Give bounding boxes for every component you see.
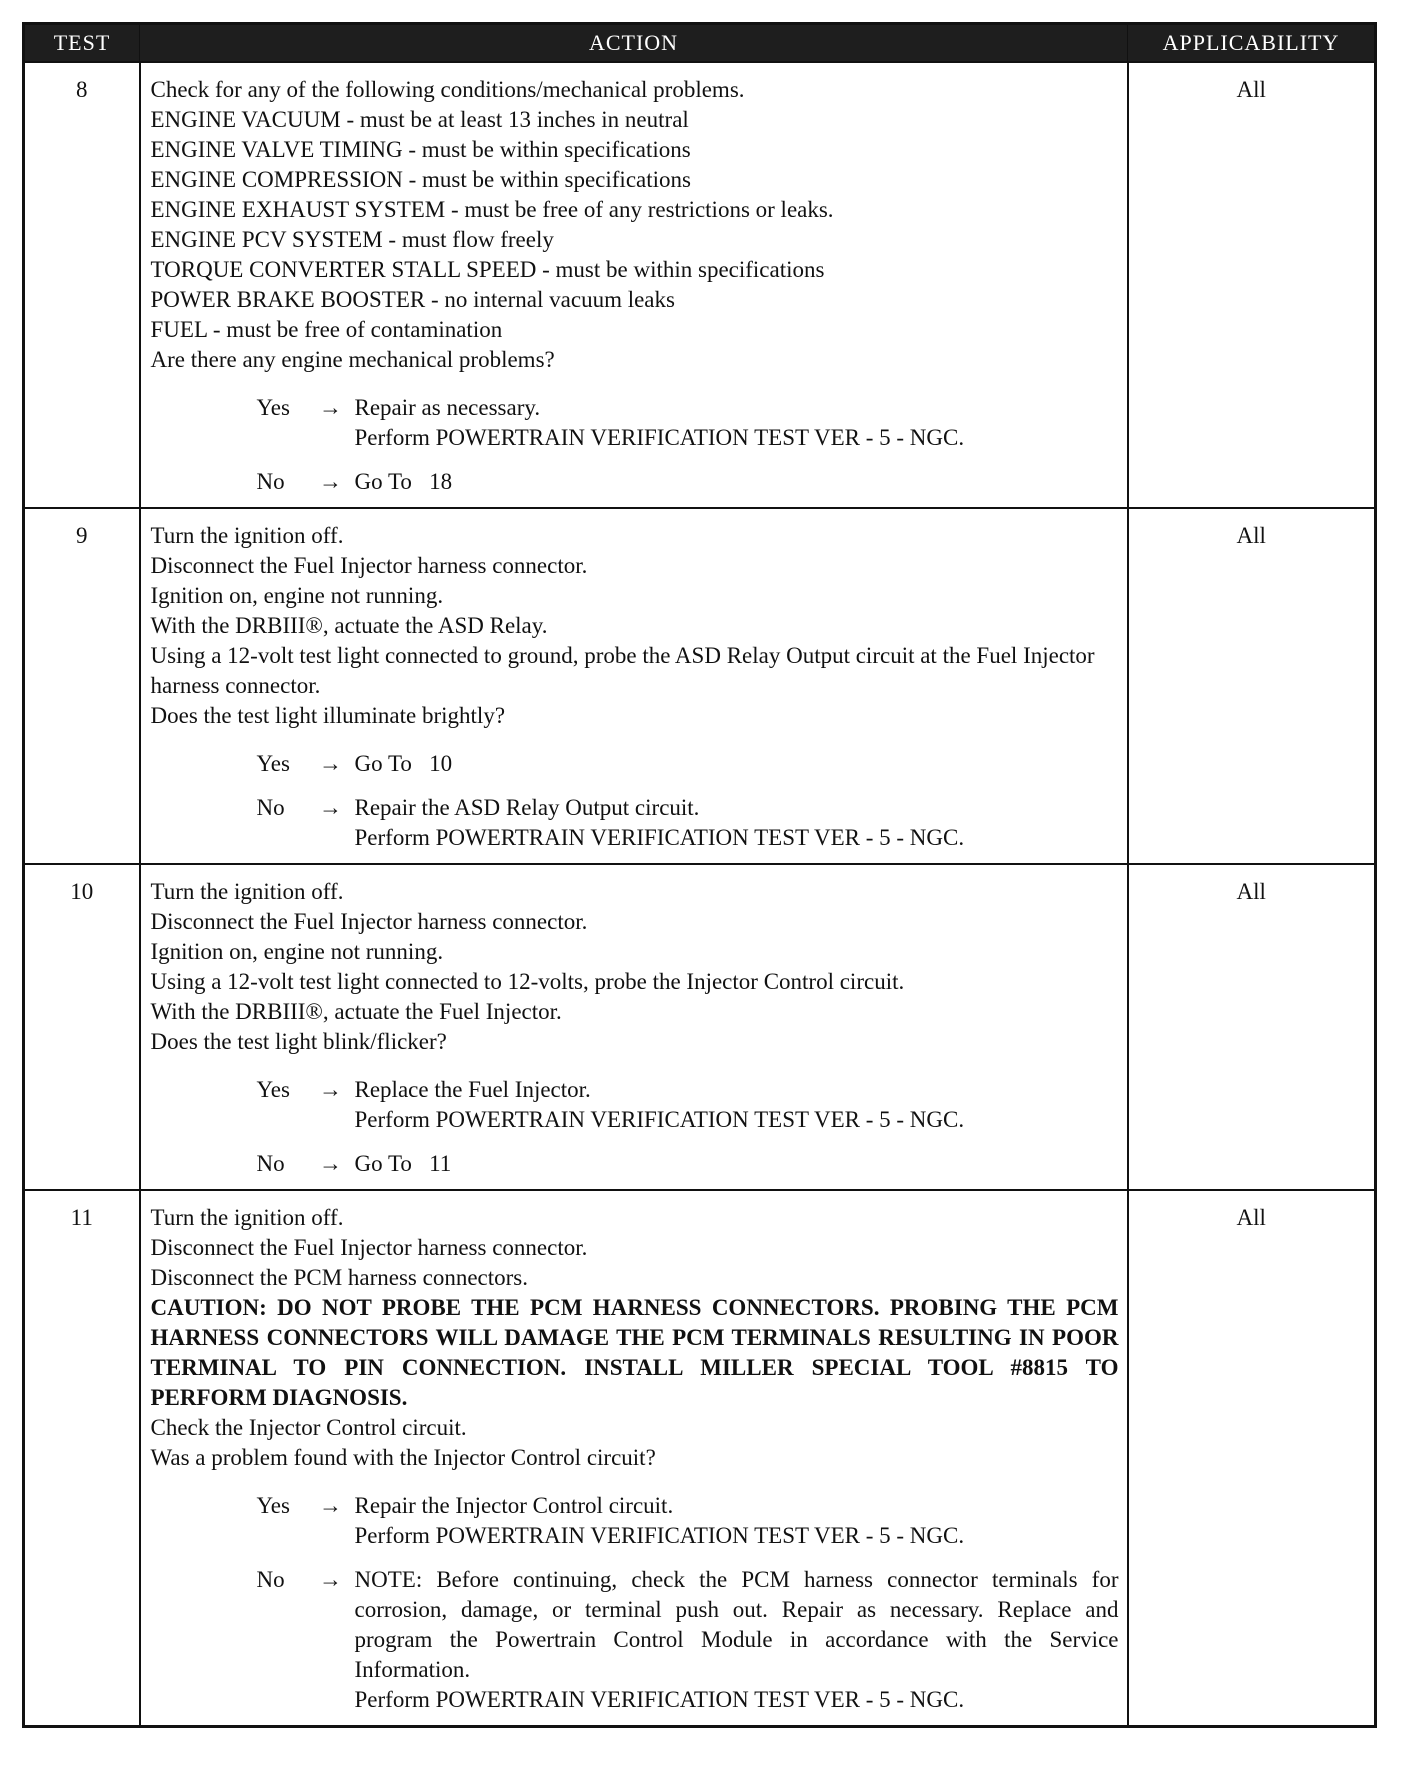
answers (151, 749, 1119, 853)
no-result (355, 1565, 1119, 1715)
yes-label: Yes (256, 1077, 290, 1102)
action-step: Using a 12-volt test light connected to ground, probe the ASD Relay Output circuit at the Fuel Injector harness connector. (150, 643, 1095, 698)
result-line: Perform POWERTRAIN VERIFICATION TEST VER - 5 - NGC. (354, 1523, 965, 1548)
action-step: TORQUE CONVERTER STALL SPEED - must be within specifications (150, 257, 825, 282)
test-row-11 (24, 1190, 1376, 1727)
action-steps (151, 75, 1119, 375)
action-cell (140, 1190, 1128, 1727)
yes-label: Yes (256, 751, 290, 776)
action-cell (140, 62, 1128, 508)
action-step: Check for any of the following conditions/mechanical problems. (150, 77, 745, 102)
action-step: Disconnect the Fuel Injector harness connector. (150, 1235, 588, 1260)
answer-no (257, 1149, 1119, 1179)
action-step: ENGINE VALVE TIMING - must be within specifications (150, 137, 691, 162)
action-question: Does the test light illuminate brightly? (150, 703, 506, 728)
no-label: No (256, 469, 285, 494)
table-header-row (24, 24, 1376, 63)
action-step: ENGINE PCV SYSTEM - must flow freely (150, 227, 554, 252)
test-number: 11 (24, 1190, 140, 1727)
action-step: Ignition on, engine not running. (150, 583, 444, 608)
test-row-9 (24, 508, 1376, 864)
action-step: Turn the ignition off. (150, 879, 344, 904)
action-steps (151, 877, 1119, 1057)
action-step: ENGINE EXHAUST SYSTEM - must be free of any restrictions or leaks. (150, 197, 834, 222)
test-row-10 (24, 864, 1376, 1190)
action-step: Turn the ignition off. (150, 1205, 344, 1230)
arrow-icon: → (319, 395, 342, 420)
note-text: NOTE: Before continuing, check the PCM harness connector terminals for corrosion, damage, or terminal push out. Repair as necessary. Replace and program the Powertrain Control Module in accordance with the Service Information. (354, 1567, 1119, 1682)
result-line: Go To 18 (354, 469, 453, 494)
action-step: POWER BRAKE BOOSTER - no internal vacuum leaks (150, 287, 675, 312)
test-number: 10 (24, 864, 140, 1190)
answers (151, 1075, 1119, 1179)
arrow-icon: → (319, 1151, 342, 1176)
action-step: Disconnect the PCM harness connectors. (150, 1265, 529, 1290)
arrow-icon: → (319, 1567, 342, 1592)
answer-no (257, 1565, 1119, 1715)
result-line: Repair the ASD Relay Output circuit. (354, 795, 700, 820)
action-step: Ignition on, engine not running. (150, 939, 444, 964)
yes-result (355, 749, 1119, 779)
answer-no (257, 793, 1119, 853)
test-number: 8 (24, 62, 140, 508)
applicability-value: All (1128, 1190, 1376, 1727)
applicability-value: All (1128, 62, 1376, 508)
yes-label: Yes (256, 1493, 290, 1518)
result-line: Perform POWERTRAIN VERIFICATION TEST VER - 5 - NGC. (354, 1107, 965, 1132)
arrow-icon: → (319, 1493, 342, 1518)
answer-yes (257, 749, 1119, 779)
result-line: Perform POWERTRAIN VERIFICATION TEST VER - 5 - NGC. (354, 825, 965, 850)
no-result (355, 467, 1119, 497)
result-line: Go To 11 (354, 1151, 452, 1176)
action-steps (151, 1203, 1119, 1473)
action-question: Does the test light blink/flicker? (150, 1029, 447, 1054)
no-label: No (256, 1567, 285, 1592)
answers (151, 393, 1119, 497)
result-line: Perform POWERTRAIN VERIFICATION TEST VER - 5 - NGC. (354, 425, 965, 450)
result-line: Go To 10 (354, 751, 453, 776)
action-step: ENGINE COMPRESSION - must be within specifications (150, 167, 691, 192)
diagnostic-table-page (22, 22, 1374, 1728)
result-line: Repair as necessary. (354, 395, 541, 420)
action-step: With the DRBIII®, actuate the Fuel Injector. (150, 999, 562, 1024)
arrow-icon: → (319, 469, 342, 494)
action-step: Check the Injector Control circuit. (150, 1415, 467, 1440)
yes-label: Yes (256, 395, 290, 420)
header-action: ACTION (140, 24, 1128, 63)
no-label: No (256, 1151, 285, 1176)
action-step: Disconnect the Fuel Injector harness connector. (150, 909, 588, 934)
yes-result (355, 1075, 1119, 1135)
answers (151, 1491, 1119, 1715)
action-question: Was a problem found with the Injector Control circuit? (150, 1445, 656, 1470)
arrow-icon: → (319, 751, 342, 776)
yes-result (355, 1491, 1119, 1551)
answer-no (257, 467, 1119, 497)
applicability-value: All (1128, 508, 1376, 864)
arrow-icon: → (319, 1077, 342, 1102)
arrow-icon: → (319, 795, 342, 820)
action-step: Disconnect the Fuel Injector harness connector. (150, 553, 588, 578)
applicability-value: All (1128, 864, 1376, 1190)
action-cell (140, 508, 1128, 864)
header-applicability: APPLICABILITY (1128, 24, 1376, 63)
test-row-8 (24, 62, 1376, 508)
yes-result (355, 393, 1119, 453)
action-step: Using a 12-volt test light connected to 12-volts, probe the Injector Control circuit. (150, 969, 905, 994)
diagnostic-test-table (22, 22, 1377, 1728)
action-steps (151, 521, 1119, 731)
header-test: TEST (24, 24, 140, 63)
result-line: Repair the Injector Control circuit. (354, 1493, 674, 1518)
action-step: ENGINE VACUUM - must be at least 13 inches in neutral (150, 107, 689, 132)
action-question: Are there any engine mechanical problems? (150, 347, 555, 372)
result-line: Perform POWERTRAIN VERIFICATION TEST VER - 5 - NGC. (354, 1687, 965, 1712)
answer-yes (257, 1491, 1119, 1551)
no-result (355, 1149, 1119, 1179)
action-cell (140, 864, 1128, 1190)
no-label: No (256, 795, 285, 820)
caution-text: CAUTION: DO NOT PROBE THE PCM HARNESS CONNECTORS. PROBING THE PCM HARNESS CONNECTORS WILL DAMAGE THE PCM TERMINALS RESULTING IN POOR TERMINAL TO PIN CONNECTION. INSTALL MILLER SPECIAL TOOL #8815 TO PERFORM DIAGNOSIS. (150, 1295, 1119, 1410)
result-line: Replace the Fuel Injector. (354, 1077, 591, 1102)
no-result (355, 793, 1119, 853)
test-number: 9 (24, 508, 140, 864)
action-step: FUEL - must be free of contamination (150, 317, 503, 342)
action-step: With the DRBIII®, actuate the ASD Relay. (150, 613, 548, 638)
action-step: Turn the ignition off. (150, 523, 344, 548)
answer-yes (257, 393, 1119, 453)
answer-yes (257, 1075, 1119, 1135)
